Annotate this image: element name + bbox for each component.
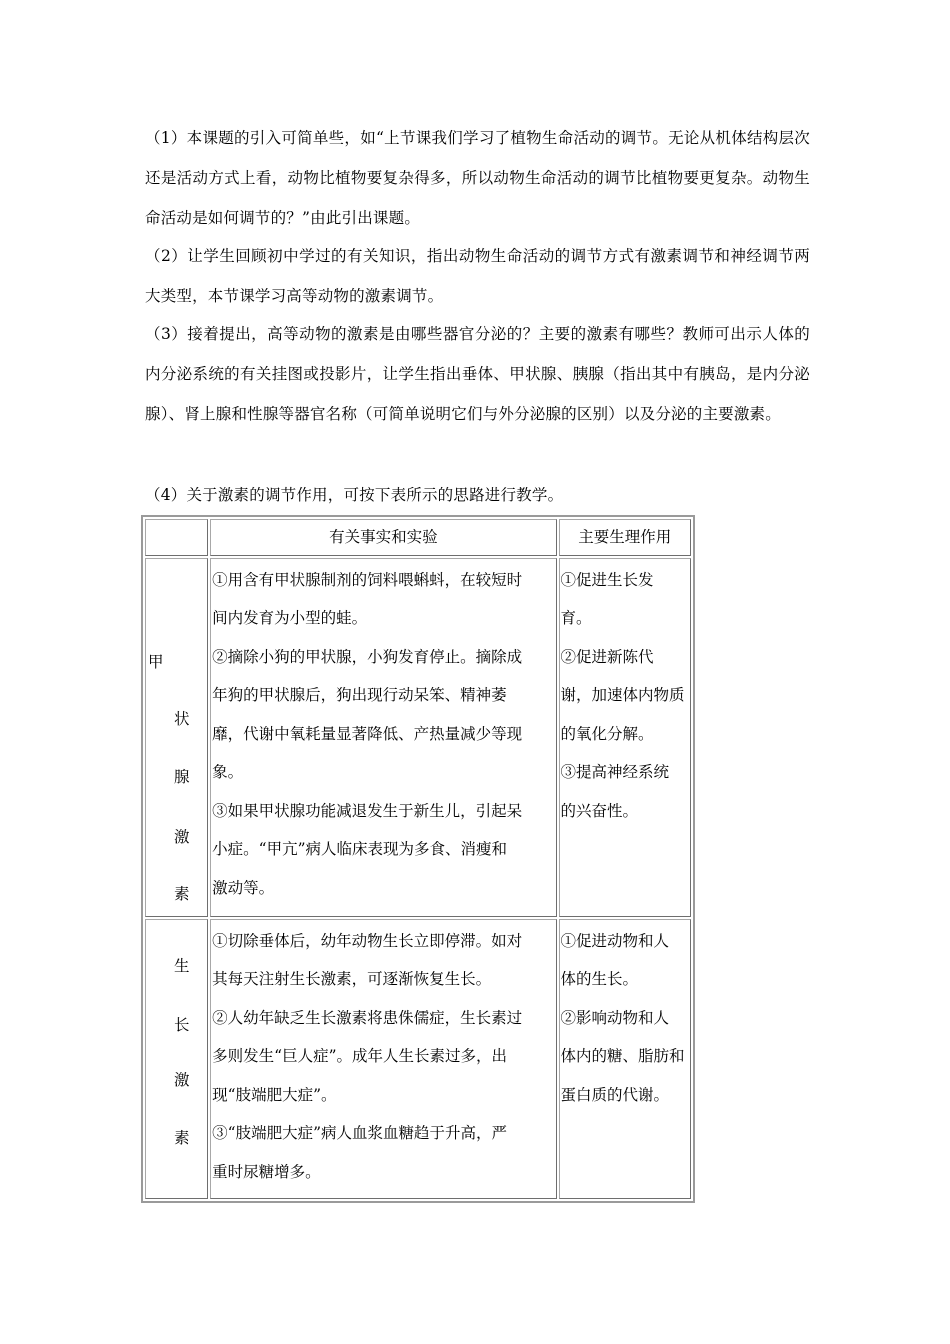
effects-line: 体的生长。 xyxy=(560,970,639,989)
label-char: 生 xyxy=(174,956,190,975)
vertical-label-growth xyxy=(146,920,207,1198)
header-cell-facts: 有关事实和实验 xyxy=(210,519,556,556)
label-char: 腺 xyxy=(174,767,190,786)
table-header-row xyxy=(145,519,691,556)
facts-line: ③如果甲状腺功能减退发生于新生儿，引起呆 xyxy=(212,801,523,820)
effects-line: 的兴奋性。 xyxy=(560,801,639,820)
paragraph-3: （3）接着提出，高等动物的激素是由哪些器官分泌的？主要的激素有哪些？教师可出示人体的内分泌系统的有关挂图或投影片，让学生指出垂体、甲状腺、胰腺（指出其中有胰岛，是内分泌腺）、肾上腺和性腺等器官名称（可简单说明它们与外分泌腺的区别）以及分泌的主要激素。 xyxy=(145,325,810,423)
paragraph-1: （1）本课题的引入可简单些，如“上节课我们学习了植物生命活动的调节。无论从机体结构层次还是活动方式上看，动物比植物要复杂得多，所以动物生命活动的调节比植物要更复杂。动物生命活动是如何调节的？”由此引出课题。 xyxy=(145,129,810,227)
effects-line: 谢，加速体内物质 xyxy=(560,686,685,705)
facts-line: ③“肢端肥大症”病人血浆血糖趋于升高，严 xyxy=(212,1124,508,1143)
facts-line: 激动等。 xyxy=(212,878,275,897)
header-cell-empty xyxy=(145,519,208,556)
effects-line: ②促进新陈代 xyxy=(560,647,654,666)
facts-line: 象。 xyxy=(212,763,244,782)
effects-line: 的氧化分解。 xyxy=(560,724,654,743)
facts-line: 靡，代谢中氧耗量显著降低、产热量减少等现 xyxy=(212,724,523,743)
effects-line: ②影响动物和人 xyxy=(560,1008,670,1027)
hormone-table xyxy=(141,515,695,1203)
facts-line: ①切除垂体后，幼年动物生长立即停滞。如对 xyxy=(212,931,523,950)
label-char: 状 xyxy=(174,709,190,728)
paragraph-4: （4）关于激素的调节作用，可按下表所示的思路进行教学。 xyxy=(145,486,564,504)
paragraph-2: （2）让学生回顾初中学过的有关知识，指出动物生命活动的调节方式有激素调节和神经调节两大类型，本节课学习高等动物的激素调节。 xyxy=(145,247,810,305)
facts-cell-thyroid xyxy=(210,558,556,917)
facts-line: 其每天注射生长激素，可逐渐恢复生长。 xyxy=(212,970,492,989)
facts-line: ①用含有甲状腺制剂的饲料喂蝌蚪，在较短时 xyxy=(212,570,523,589)
label-char: 甲 xyxy=(148,652,164,671)
label-char: 长 xyxy=(174,1015,190,1034)
facts-line: 现“肢端肥大症”。 xyxy=(212,1085,337,1104)
row-label-growth xyxy=(145,919,208,1199)
label-char: 素 xyxy=(174,1128,190,1147)
effects-line: 蛋白质的代谢。 xyxy=(560,1085,670,1104)
effects-cell-growth xyxy=(559,919,691,1199)
facts-line: 小症。“甲亢”病人临床表现为多食、消瘦和 xyxy=(212,840,508,859)
facts-line: ②人幼年缺乏生长激素将患侏儒症，生长素过 xyxy=(212,1008,523,1027)
facts-line: 间内发育为小型的蛙。 xyxy=(212,609,368,628)
label-char: 素 xyxy=(174,884,190,903)
effects-line: 体内的糖、脂肪和 xyxy=(560,1047,685,1066)
table-row-growth xyxy=(145,919,691,1199)
facts-cell-growth xyxy=(210,919,556,1199)
effects-line: ③提高神经系统 xyxy=(560,763,670,782)
effects-cell-thyroid xyxy=(559,558,691,917)
effects-line: ①促进生长发 xyxy=(560,570,654,589)
facts-line: 多则发生“巨人症”。成年人生长素过多，出 xyxy=(212,1047,508,1066)
table-row-thyroid xyxy=(145,558,691,917)
header-cell-effects: 主要生理作用 xyxy=(559,519,691,556)
effects-line: ①促进动物和人 xyxy=(560,931,670,950)
label-char: 激 xyxy=(174,827,190,846)
facts-line: 重时尿糖增多。 xyxy=(212,1162,321,1181)
label-char: 激 xyxy=(174,1070,190,1089)
effects-line: 育。 xyxy=(560,609,592,628)
facts-line: 年狗的甲状腺后，狗出现行动呆笨、精神萎 xyxy=(212,686,507,705)
vertical-label-thyroid xyxy=(146,559,207,916)
facts-line: ②摘除小狗的甲状腺，小狗发育停止。摘除成 xyxy=(212,647,523,666)
row-label-thyroid xyxy=(145,558,208,917)
